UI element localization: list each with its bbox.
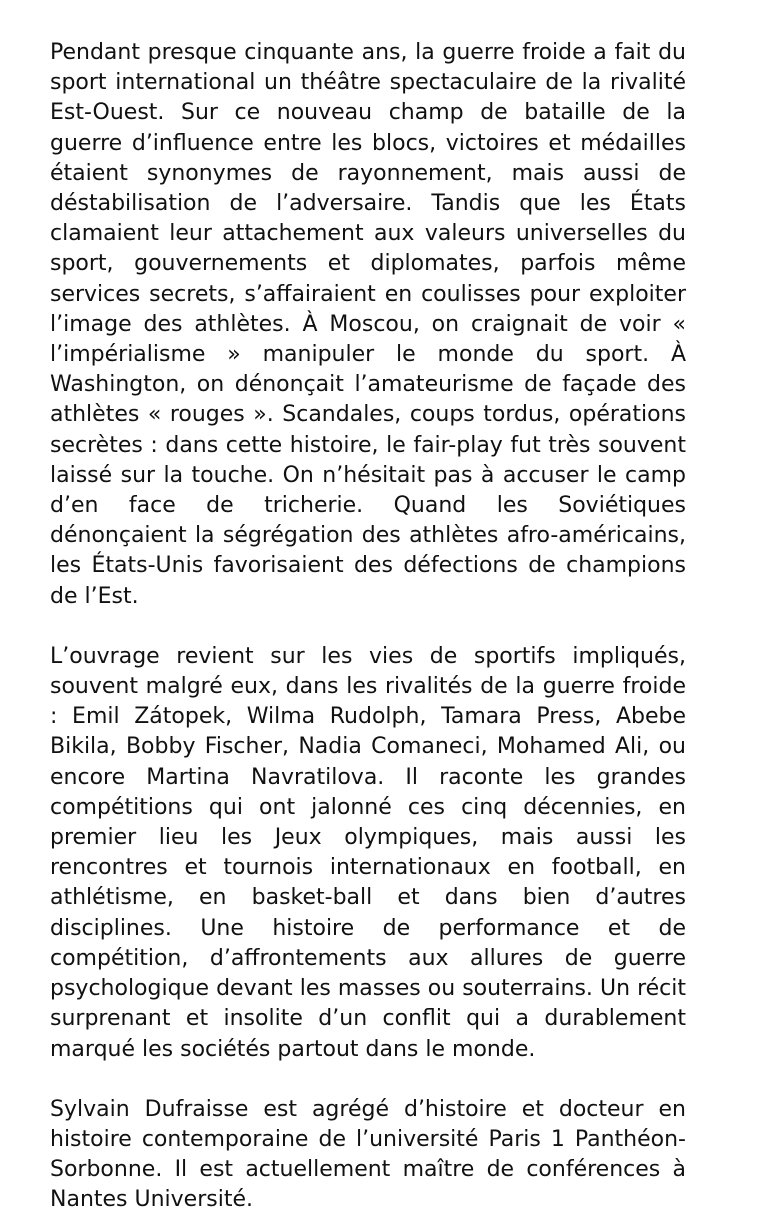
paragraph-author-bio: Sylvain Dufraisse est agrégé d’histoire et docteur en histoire contemporaine de l’université Paris 1 Panthéon-Sorbonne. Il est actuellement maître de conférences à Nantes Université. — [50, 1096, 686, 1213]
back-cover-text — [50, 38, 686, 1216]
paragraph-summary: Pendant presque cinquante ans, la guerre froide a fait du sport international un théâtre spectaculaire de la rivalité Est-Ouest. Sur ce nouveau champ de bataille de la guerre d’influence entre les blocs, victoires et médailles étaient synonymes de rayonnement, mais aussi de déstabilisation de l’adversaire. Tandis que les États clamaient leur attachement aux valeurs universelles du sport, gouvernements et diplomates, parfois même services secrets, s’affairaient en coulisses pour exploiter l’image des athlètes. À Moscou, on craignait de voir « l’impérialisme » manipuler le monde du sport. À Washington, on dénonçait l’amateurisme de façade des athlètes « rouges ». Scandales, coups tordus, opérations secrètes : dans cette histoire, le fair-play fut très souvent laissé sur la touche. On n’hésitait pas à accuser le camp d’en face de tricherie. Quand les Soviétiques dénonçaient la ségrégation des athlètes afro-américains, les États-Unis favorisaient des défections de champions de l’Est. — [50, 40, 686, 609]
paragraph-contents: L’ouvrage revient sur les vies de sportifs impliqués, souvent malgré eux, dans les rivalités de la guerre froide : Emil Zátopek, Wilma Rudolph, Tamara Press, Abebe Bikila, Bobby Fischer, Nadia Comaneci, Mohamed Ali, ou encore Martina Navratilova. Il raconte les grandes compétitions qui ont jalonné ces cinq décennies, en premier lieu les Jeux olympiques, mais aussi les rencontres et tournois internationaux en football, en athlétisme, en basket-ball et dans bien d’autres disciplines. Une histoire de performance et de compétition, d’affrontements aux allures de guerre psychologique devant les masses ou souterrains. Un récit surprenant et insolite d’un conflit qui a durablement marqué les sociétés partout dans le monde. — [50, 643, 686, 1062]
